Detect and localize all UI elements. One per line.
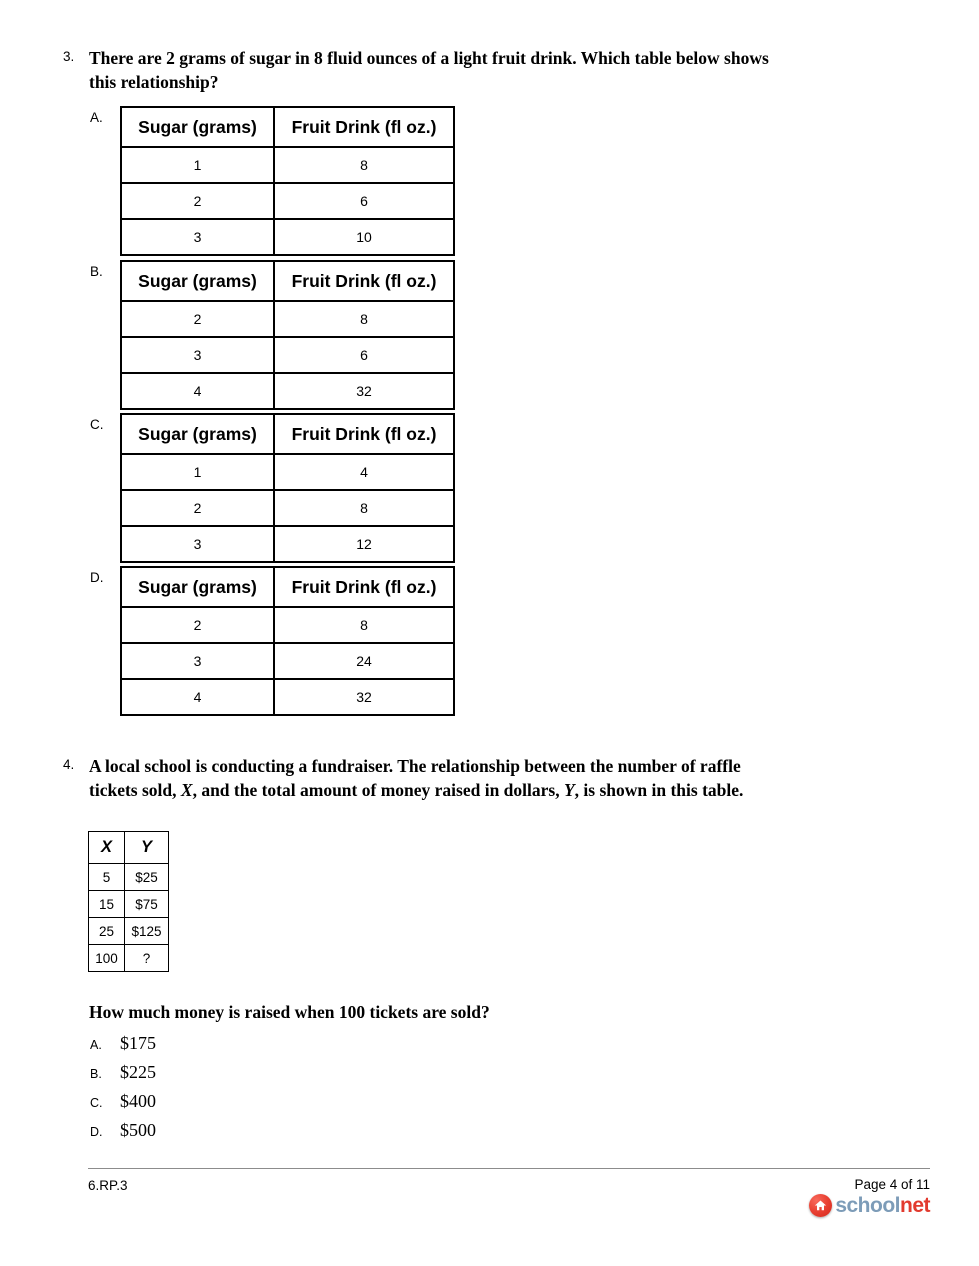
q3-table-c [120,413,455,563]
table-cell: $75 [125,891,169,918]
table-cell: 3 [121,643,274,679]
table-header-row [121,567,454,607]
table-cell: 4 [121,679,274,715]
table-cell: 2 [121,607,274,643]
table-cell: 6 [274,183,454,219]
q3-option-c [90,413,455,563]
table-cell: 1 [121,454,274,490]
table-row [89,864,169,891]
col-header-sugar: Sugar (grams) [121,107,274,147]
table-row [121,490,454,526]
table-row [89,918,169,945]
col-header-sugar: Sugar (grams) [121,567,274,607]
variable-x: X [180,780,193,800]
table-cell: 24 [274,643,454,679]
table-cell: $25 [125,864,169,891]
col-header-sugar: Sugar (grams) [121,261,274,301]
table-cell: 15 [89,891,125,918]
table-row [121,301,454,337]
table-row [121,679,454,715]
table-cell: 2 [121,301,274,337]
table-row [89,891,169,918]
table-row [121,607,454,643]
q3-table-a [120,106,455,256]
footer-standard: 6.RP.3 [88,1178,128,1193]
table-cell: 6 [274,337,454,373]
xy-header-x: X [89,832,125,864]
logo-text-school: school [835,1194,900,1217]
question-text-line: this relationship? [89,72,219,92]
question-text [89,46,819,94]
table-header-row [121,261,454,301]
table-cell: 8 [274,607,454,643]
table-header-row [121,414,454,454]
table-row [89,945,169,972]
table-cell: 8 [274,490,454,526]
table-cell: 2 [121,490,274,526]
q4-choice-a [90,1033,156,1054]
choice-value: $400 [120,1091,156,1111]
question-text [89,754,819,802]
table-row [121,454,454,490]
col-header-drink: Fruit Drink (fl oz.) [274,567,454,607]
choice-value: $500 [120,1120,156,1140]
table-header-row [121,107,454,147]
q3-table-d [120,566,455,716]
table-row [121,147,454,183]
choice-label: A. [90,1038,102,1052]
table-row [121,526,454,562]
table-cell: 2 [121,183,274,219]
table-cell: 4 [121,373,274,409]
table-row [121,373,454,409]
col-header-drink: Fruit Drink (fl oz.) [274,414,454,454]
q4-choice-c [90,1091,156,1112]
table-cell: 4 [274,454,454,490]
footer-page-label: Page 4 of 11 [854,1177,930,1192]
table-cell: 100 [89,945,125,972]
q3-option-b [90,260,455,410]
option-label: C. [90,417,104,432]
question-text-line: A local school is conducting a fundraiser. The relationship between the number of raffle [89,756,741,776]
choice-label: C. [90,1096,103,1110]
option-label: B. [90,264,103,279]
choice-label: B. [90,1067,102,1081]
table-cell: 10 [274,219,454,255]
question-text-line: tickets sold, X, and the total amount of money raised in dollars, Y, is shown in this table. [89,780,744,800]
q4-choice-d [90,1120,156,1141]
q3-option-a [90,106,455,256]
table-cell: 3 [121,219,274,255]
question-number: 3. [63,49,75,64]
logo-text-net: net [900,1194,930,1217]
q3-option-d [90,566,455,716]
option-label: A. [90,110,103,125]
table-cell: 25 [89,918,125,945]
q4-xy-table [88,831,169,972]
table-cell: 3 [121,337,274,373]
table-row [121,337,454,373]
option-label: D. [90,570,104,585]
q3-table-b [120,260,455,410]
xy-header-y: Y [125,832,169,864]
question-3 [63,46,819,94]
question-4 [63,754,819,802]
col-header-sugar: Sugar (grams) [121,414,274,454]
schoolnet-logo [809,1194,930,1217]
table-cell: 8 [274,301,454,337]
table-cell: 32 [274,373,454,409]
variable-y: Y [563,780,575,800]
q4-choice-b [90,1062,156,1083]
q4-sub-question: How much money is raised when 100 tickets are sold? [89,1002,490,1022]
footer-divider [88,1168,930,1169]
question-number: 4. [63,757,75,772]
choice-label: D. [90,1125,103,1139]
table-cell: 8 [274,147,454,183]
table-cell: 32 [274,679,454,715]
choice-value: $225 [120,1062,156,1082]
home-icon [809,1194,832,1217]
choice-value: $175 [120,1033,156,1053]
table-cell: 1 [121,147,274,183]
table-row [121,643,454,679]
question-text-line: There are 2 grams of sugar in 8 fluid ounces of a light fruit drink. Which table below shows [89,48,769,68]
table-row [121,183,454,219]
table-row [121,219,454,255]
table-cell: 5 [89,864,125,891]
col-header-drink: Fruit Drink (fl oz.) [274,261,454,301]
table-cell: $125 [125,918,169,945]
logo-text [835,1194,930,1217]
table-cell: 12 [274,526,454,562]
table-header-row [89,832,169,864]
table-cell: ? [125,945,169,972]
table-cell: 3 [121,526,274,562]
col-header-drink: Fruit Drink (fl oz.) [274,107,454,147]
